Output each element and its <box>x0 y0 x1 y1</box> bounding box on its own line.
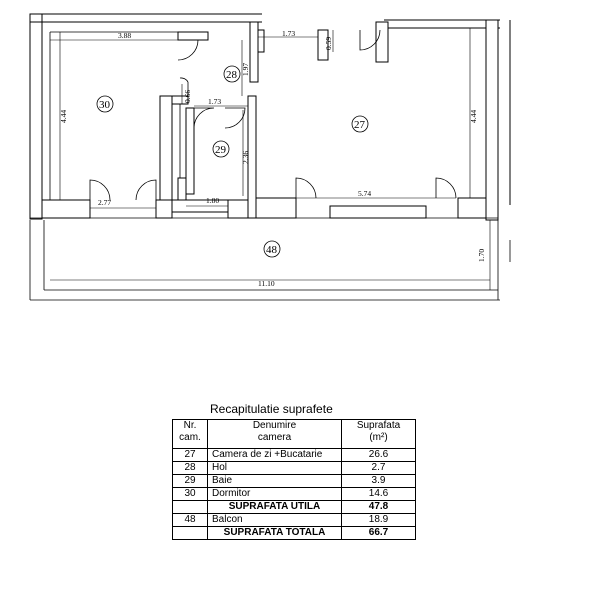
table-row <box>173 449 416 462</box>
row-name: Camera de zi +Bucatarie <box>208 449 342 462</box>
dim-room27-width: 5.74 <box>358 189 372 198</box>
interior-walls <box>42 22 486 218</box>
room-number: 29 <box>215 144 226 156</box>
row-nr: 29 <box>173 475 208 488</box>
table-row <box>173 462 416 475</box>
dim-room30-width: 3.88 <box>118 31 132 40</box>
dim-room30-door: 2.77 <box>98 198 112 207</box>
dim-baie-height: 2.36 <box>241 150 250 164</box>
row-area: 26.6 <box>342 449 416 462</box>
row-nr: 48 <box>173 514 208 527</box>
row-nr: 28 <box>173 462 208 475</box>
row-name: Hol <box>208 462 342 475</box>
totala-total-row <box>173 527 416 540</box>
utila-label: SUPRAFATA UTILA <box>208 501 342 514</box>
table-header-row <box>173 420 416 449</box>
room-number: 28 <box>226 69 237 81</box>
dim-room27-height: 4.44 <box>469 109 478 123</box>
row-nr-empty <box>173 501 208 514</box>
outer-walls <box>30 14 510 220</box>
doors <box>90 30 456 200</box>
row-nr-empty <box>173 527 208 540</box>
room-number: 48 <box>266 244 277 256</box>
header-area: Suprafata (m²) <box>342 420 416 449</box>
surface-summary-table <box>172 419 416 540</box>
header-nr: Nr. cam. <box>173 420 208 449</box>
room-marker-29 <box>213 141 229 157</box>
row-area: 18.9 <box>342 514 416 527</box>
utila-value: 47.8 <box>342 501 416 514</box>
row-area: 3.9 <box>342 475 416 488</box>
dim-balcon-depth: 1.70 <box>477 248 486 262</box>
row-nr: 30 <box>173 488 208 501</box>
row-area: 2.7 <box>342 462 416 475</box>
table-row <box>173 488 416 501</box>
utila-total-row <box>173 501 416 514</box>
totala-value: 66.7 <box>342 527 416 540</box>
header-name: Denumire camera <box>208 420 342 449</box>
dim-hol-top: 1.73 <box>282 29 296 38</box>
dim-balcon-length: 11.10 <box>258 279 275 288</box>
room-number: 30 <box>99 99 110 111</box>
row-name: Dormitor <box>208 488 342 501</box>
dim-hol-vertical: 1.97 <box>241 62 250 76</box>
row-nr: 27 <box>173 449 208 462</box>
room-marker-27 <box>352 116 368 132</box>
room-number: 27 <box>354 119 365 131</box>
summary-title: Recapitulatie suprafete <box>210 402 333 416</box>
row-area: 14.6 <box>342 488 416 501</box>
dim-hol-small: 0.66 <box>183 89 192 103</box>
totala-label: SUPRAFATA TOTALA <box>208 527 342 540</box>
row-name: Baie <box>208 475 342 488</box>
table-row <box>173 475 416 488</box>
room-marker-28 <box>224 66 240 82</box>
room-marker-48 <box>264 241 280 257</box>
dim-room30-height: 4.44 <box>59 109 68 123</box>
row-name: Balcon <box>208 514 342 527</box>
dim-hol-side: 0.59 <box>324 36 333 50</box>
room-marker-30 <box>97 96 113 112</box>
dim-baie-width: 1.80 <box>206 196 220 205</box>
dim-baie-top: 1.73 <box>208 97 222 106</box>
table-row <box>173 514 416 527</box>
